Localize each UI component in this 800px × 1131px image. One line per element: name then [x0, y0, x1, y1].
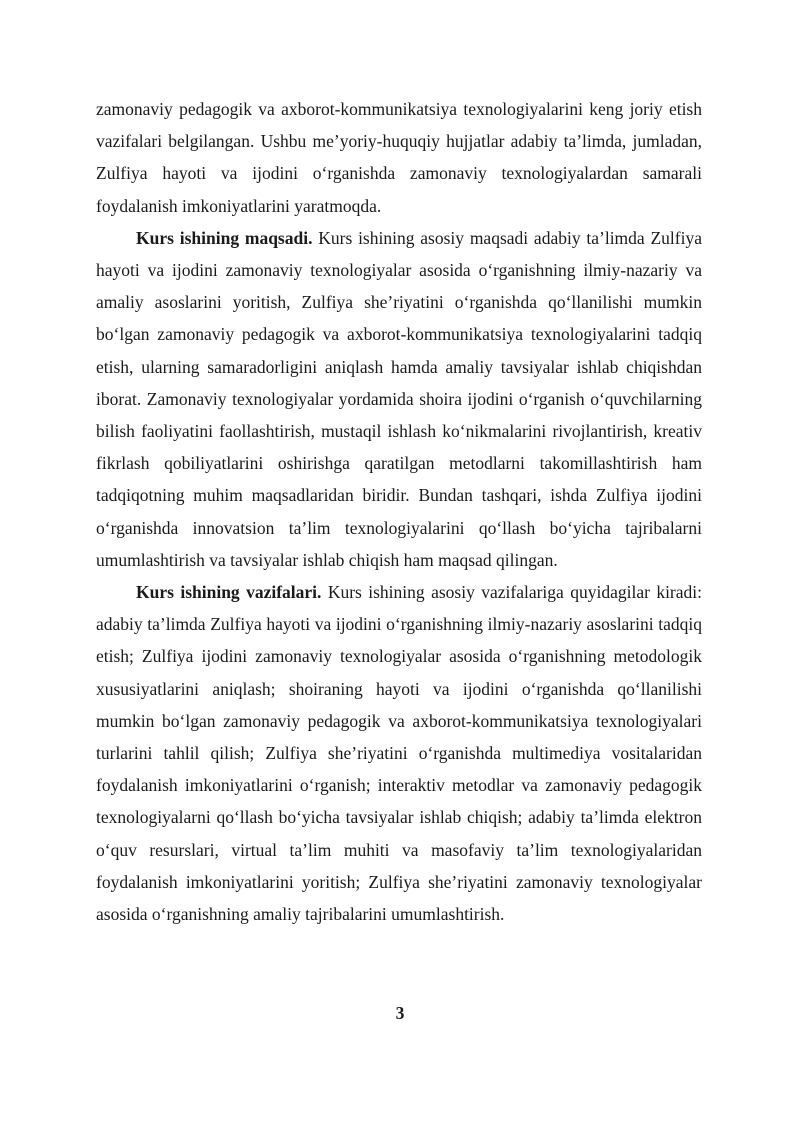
- paragraph-heading: Kurs ishining vazifalari.: [136, 582, 322, 603]
- paragraph-text: Kurs ishining asosiy vazifalariga quyidagilar kiradi: adabiy ta’limda Zulfiya hayoti va ijodini o‘rganishning ilmiy-nazariy asoslarini tadqiq etish; Zulfiya ijodini zamonaviy texnologiyalar asosida o‘rganishning metodologik xususiyatlarini aniqlash; shoiraning hayoti va ijodini o‘rganishda qo‘llanilishi mumkin bo‘lgan zamonaviy pedagogik va axborot-kommunikatsiya texnologiyalari turlarini tahlil qilish; Zulfiya she’riyatini o‘rganishda multimediya vositalaridan foydalanish imkoniyatlarini o‘rganish; interaktiv metodlar va zamonaviy pedagogik texnologiyalarni qo‘llash bo‘yicha tavsiyalar ishlab chiqish; adabiy ta’limda elektron o‘quv resurslari, virtual ta’lim muhiti va masofaviy ta’lim texnologiyalaridan foydalanish imkoniyatlarini yoritish; Zulfiya she’riyatini zamonaviy texnologiyalar asosida o‘rganishning amaliy tajribalarini umumlashtirish.: [96, 582, 703, 925]
- document-body: [96, 93, 702, 930]
- paragraph-text: Kurs ishining asosiy maqsadi adabiy ta’limda Zulfiya hayoti va ijodini zamonaviy texnologiyalar asosida o‘rganishning ilmiy-nazariy va amaliy asoslarini yoritish, Zulfiya she’riyatini o‘rganishda qo‘llanilishi mumkin bo‘lgan zamonaviy pedagogik va axborot-kommunikatsiya texnologiyalarini tadqiq etish, ularning samaradorligini aniqlash hamda amaliy tavsiyalar ishlab chiqishdan iborat. Zamonaviy texnologiyalar yordamida shoira ijodini o‘rganish o‘quvchilarning bilish faoliyatini faollashtirish, mustaqil ishlash ko‘nikmalarini rivojlantirish, kreativ fikrlash qobiliyatlarini oshirishga qaratilgan metodlarni takomillashtirish ham tadqiqotning muhim maqsadlaridan biridir. Bundan tashqari, ishda Zulfiya ijodini o‘rganishda innovatsion ta’lim texnologiyalarini qo‘llash bo‘yicha tajribalarni umumlashtirish va tavsiyalar ishlab chiqish ham maqsad qilingan.: [96, 227, 702, 570]
- paragraph-intro-continuation: [96, 93, 702, 222]
- paragraph-heading: Kurs ishining maqsadi.: [136, 227, 313, 248]
- paragraph-course-goal: [96, 222, 702, 576]
- paragraph-course-tasks: [96, 576, 702, 930]
- paragraph-text: zamonaviy pedagogik va axborot-kommunikatsiya texnologiyalarini keng joriy etish vazifalari belgilangan. Ushbu me’yoriy-huquqiy hujjatlar adabiy ta’limda, jumladan, Zulfiya hayoti va ijodini o‘rganishda zamonaviy texnologiyalardan samarali foydalanish imkoniyatlarini yaratmoqda.: [96, 99, 702, 216]
- page-number: 3: [395, 1003, 405, 1023]
